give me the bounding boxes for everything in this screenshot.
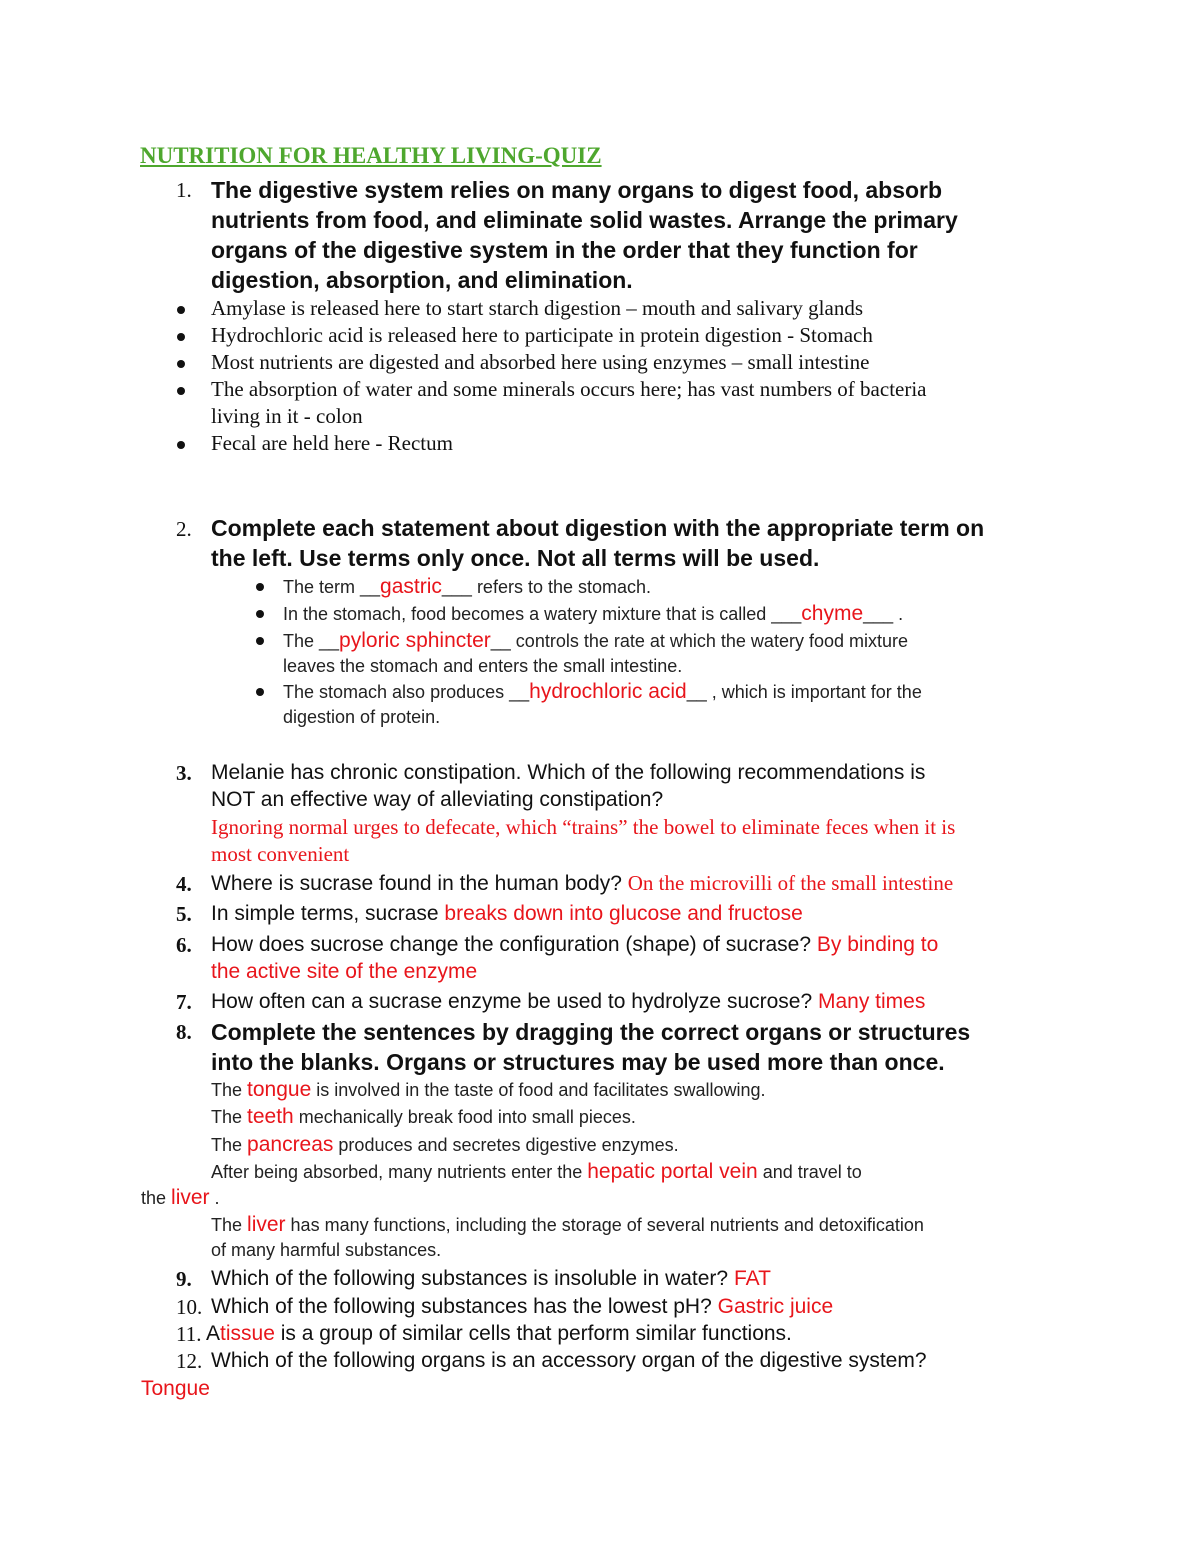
- question-text: How often can a sucrase enzyme be used to hydrolyze sucrose? Many times: [211, 990, 926, 1013]
- sentence: The liver has many functions, including the storage of several nutrients and detoxification: [211, 1213, 924, 1236]
- answer: pancreas: [247, 1133, 334, 1156]
- answer: Ignoring normal urges to defecate, which “trains” the bowel to eliminate feces when it is: [211, 815, 956, 839]
- question-number: 1.: [176, 178, 192, 202]
- answer: Many times: [818, 990, 926, 1013]
- question-text: Atissue is a group of similar cells that perform similar functions.: [206, 1322, 792, 1345]
- bullet-icon: [177, 387, 185, 395]
- question-number: 9.: [176, 1267, 192, 1291]
- list-item-continuation: digestion of protein.: [283, 707, 441, 727]
- bullet-icon: [256, 610, 264, 618]
- answer: Tongue: [141, 1377, 210, 1400]
- question-line: Complete each statement about digestion with the appropriate term on: [211, 515, 985, 541]
- list-item: The __pyloric sphincter__ controls the rate at which the watery food mixture: [283, 629, 908, 652]
- sentence: The teeth mechanically break food into small pieces.: [211, 1105, 636, 1128]
- bullet-icon: [177, 360, 185, 368]
- question-number: 6.: [176, 933, 192, 957]
- question-number: 7.: [176, 990, 192, 1014]
- question-number: 5.: [176, 902, 192, 926]
- list-item: The term __gastric___ refers to the stomach.: [283, 575, 652, 598]
- page-title: NUTRITION FOR HEALTHY LIVING-QUIZ: [140, 143, 602, 168]
- answer: Gastric juice: [717, 1295, 834, 1318]
- question-text: Which of the following substances has the lowest pH? Gastric juice: [211, 1295, 834, 1318]
- question-number: 11.: [176, 1322, 202, 1346]
- question-line: into the blanks. Organs or structures may be used more than once.: [211, 1049, 945, 1075]
- answer: tongue: [247, 1078, 312, 1101]
- question-text: NOT an effective way of alleviating constipation?: [211, 788, 664, 811]
- answer: pyloric sphincter: [339, 629, 491, 652]
- sentence: After being absorbed, many nutrients enter the hepatic portal vein and travel to: [211, 1160, 862, 1183]
- sentence: The tongue is involved in the taste of food and facilitates swallowing.: [211, 1078, 766, 1101]
- answer: gastric: [380, 575, 442, 598]
- list-item: The absorption of water and some minerals occurs here; has vast numbers of bacteria: [211, 377, 927, 401]
- answer: On the microvilli of the small intestine: [627, 871, 954, 895]
- question-text: Melanie has chronic constipation. Which of the following recommendations is: [211, 761, 926, 784]
- question-line: digestion, absorption, and elimination.: [211, 267, 633, 293]
- question-number: 4.: [176, 872, 192, 896]
- answer: tissue: [220, 1322, 275, 1345]
- bullet-icon: [177, 333, 185, 341]
- question-number: 2.: [176, 517, 192, 541]
- question-line: the left. Use terms only once. Not all terms will be used.: [211, 545, 820, 571]
- bullet-icon: [256, 583, 264, 591]
- question-text: [211, 513, 984, 573]
- answer: teeth: [247, 1105, 294, 1128]
- question-number: 12.: [176, 1349, 203, 1373]
- list-item: Amylase is released here to start starch digestion – mouth and salivary glands: [211, 296, 863, 320]
- question-number: 3.: [176, 761, 192, 785]
- answer: liver: [171, 1186, 210, 1209]
- list-item: Fecal are held here - Rectum: [211, 431, 453, 455]
- sentence-continuation: the liver .: [141, 1186, 220, 1209]
- question-text: Where is sucrase found in the human body? On the microvilli of the small intestine: [211, 871, 954, 895]
- sentence-continuation: of many harmful substances.: [211, 1240, 442, 1260]
- sentence: The pancreas produces and secretes digestive enzymes.: [211, 1133, 679, 1156]
- question-text: Which of the following organs is an accessory organ of the digestive system?: [211, 1349, 927, 1372]
- answer: liver: [247, 1213, 286, 1236]
- question-text: [211, 175, 958, 295]
- question-text: Which of the following substances is insoluble in water? FAT: [211, 1267, 771, 1290]
- question-line: Complete the sentences by dragging the correct organs or structures: [211, 1019, 971, 1045]
- question-line: organs of the digestive system in the order that they function for: [211, 237, 918, 263]
- question-line: The digestive system relies on many organs to digest food, absorb: [211, 177, 943, 203]
- answer: most convenient: [211, 842, 350, 866]
- question-number: 10.: [176, 1295, 203, 1319]
- list-item: Most nutrients are digested and absorbed here using enzymes – small intestine: [211, 350, 870, 374]
- list-item: Hydrochloric acid is released here to participate in protein digestion - Stomach: [211, 323, 873, 347]
- list-item-continuation: leaves the stomach and enters the small intestine.: [283, 656, 683, 676]
- bullet-icon: [256, 688, 264, 696]
- bullet-icon: [177, 441, 185, 449]
- question-text: In simple terms, sucrase breaks down into glucose and fructose: [211, 902, 803, 925]
- answer: By binding to: [816, 933, 939, 956]
- list-item: In the stomach, food becomes a watery mixture that is called ___chyme___ .: [283, 602, 904, 625]
- bullet-icon: [256, 637, 264, 645]
- answer: chyme: [801, 602, 864, 625]
- question-text: How does sucrose change the configuration (shape) of sucrase? By binding to: [211, 933, 939, 956]
- answer: breaks down into glucose and fructose: [444, 902, 803, 925]
- list-item-continuation: living in it - colon: [211, 404, 363, 428]
- question-text: [211, 1017, 970, 1077]
- answer: the active site of the enzyme: [211, 960, 478, 983]
- list-item: The stomach also produces __hydrochloric acid__ , which is important for the: [283, 680, 922, 703]
- question-line: nutrients from food, and eliminate solid wastes. Arrange the primary: [211, 207, 958, 233]
- answer: hepatic portal vein: [587, 1160, 758, 1183]
- answer: FAT: [733, 1267, 771, 1290]
- bullet-icon: [177, 306, 185, 314]
- answer: hydrochloric acid: [529, 680, 687, 703]
- question-number: 8.: [176, 1020, 192, 1044]
